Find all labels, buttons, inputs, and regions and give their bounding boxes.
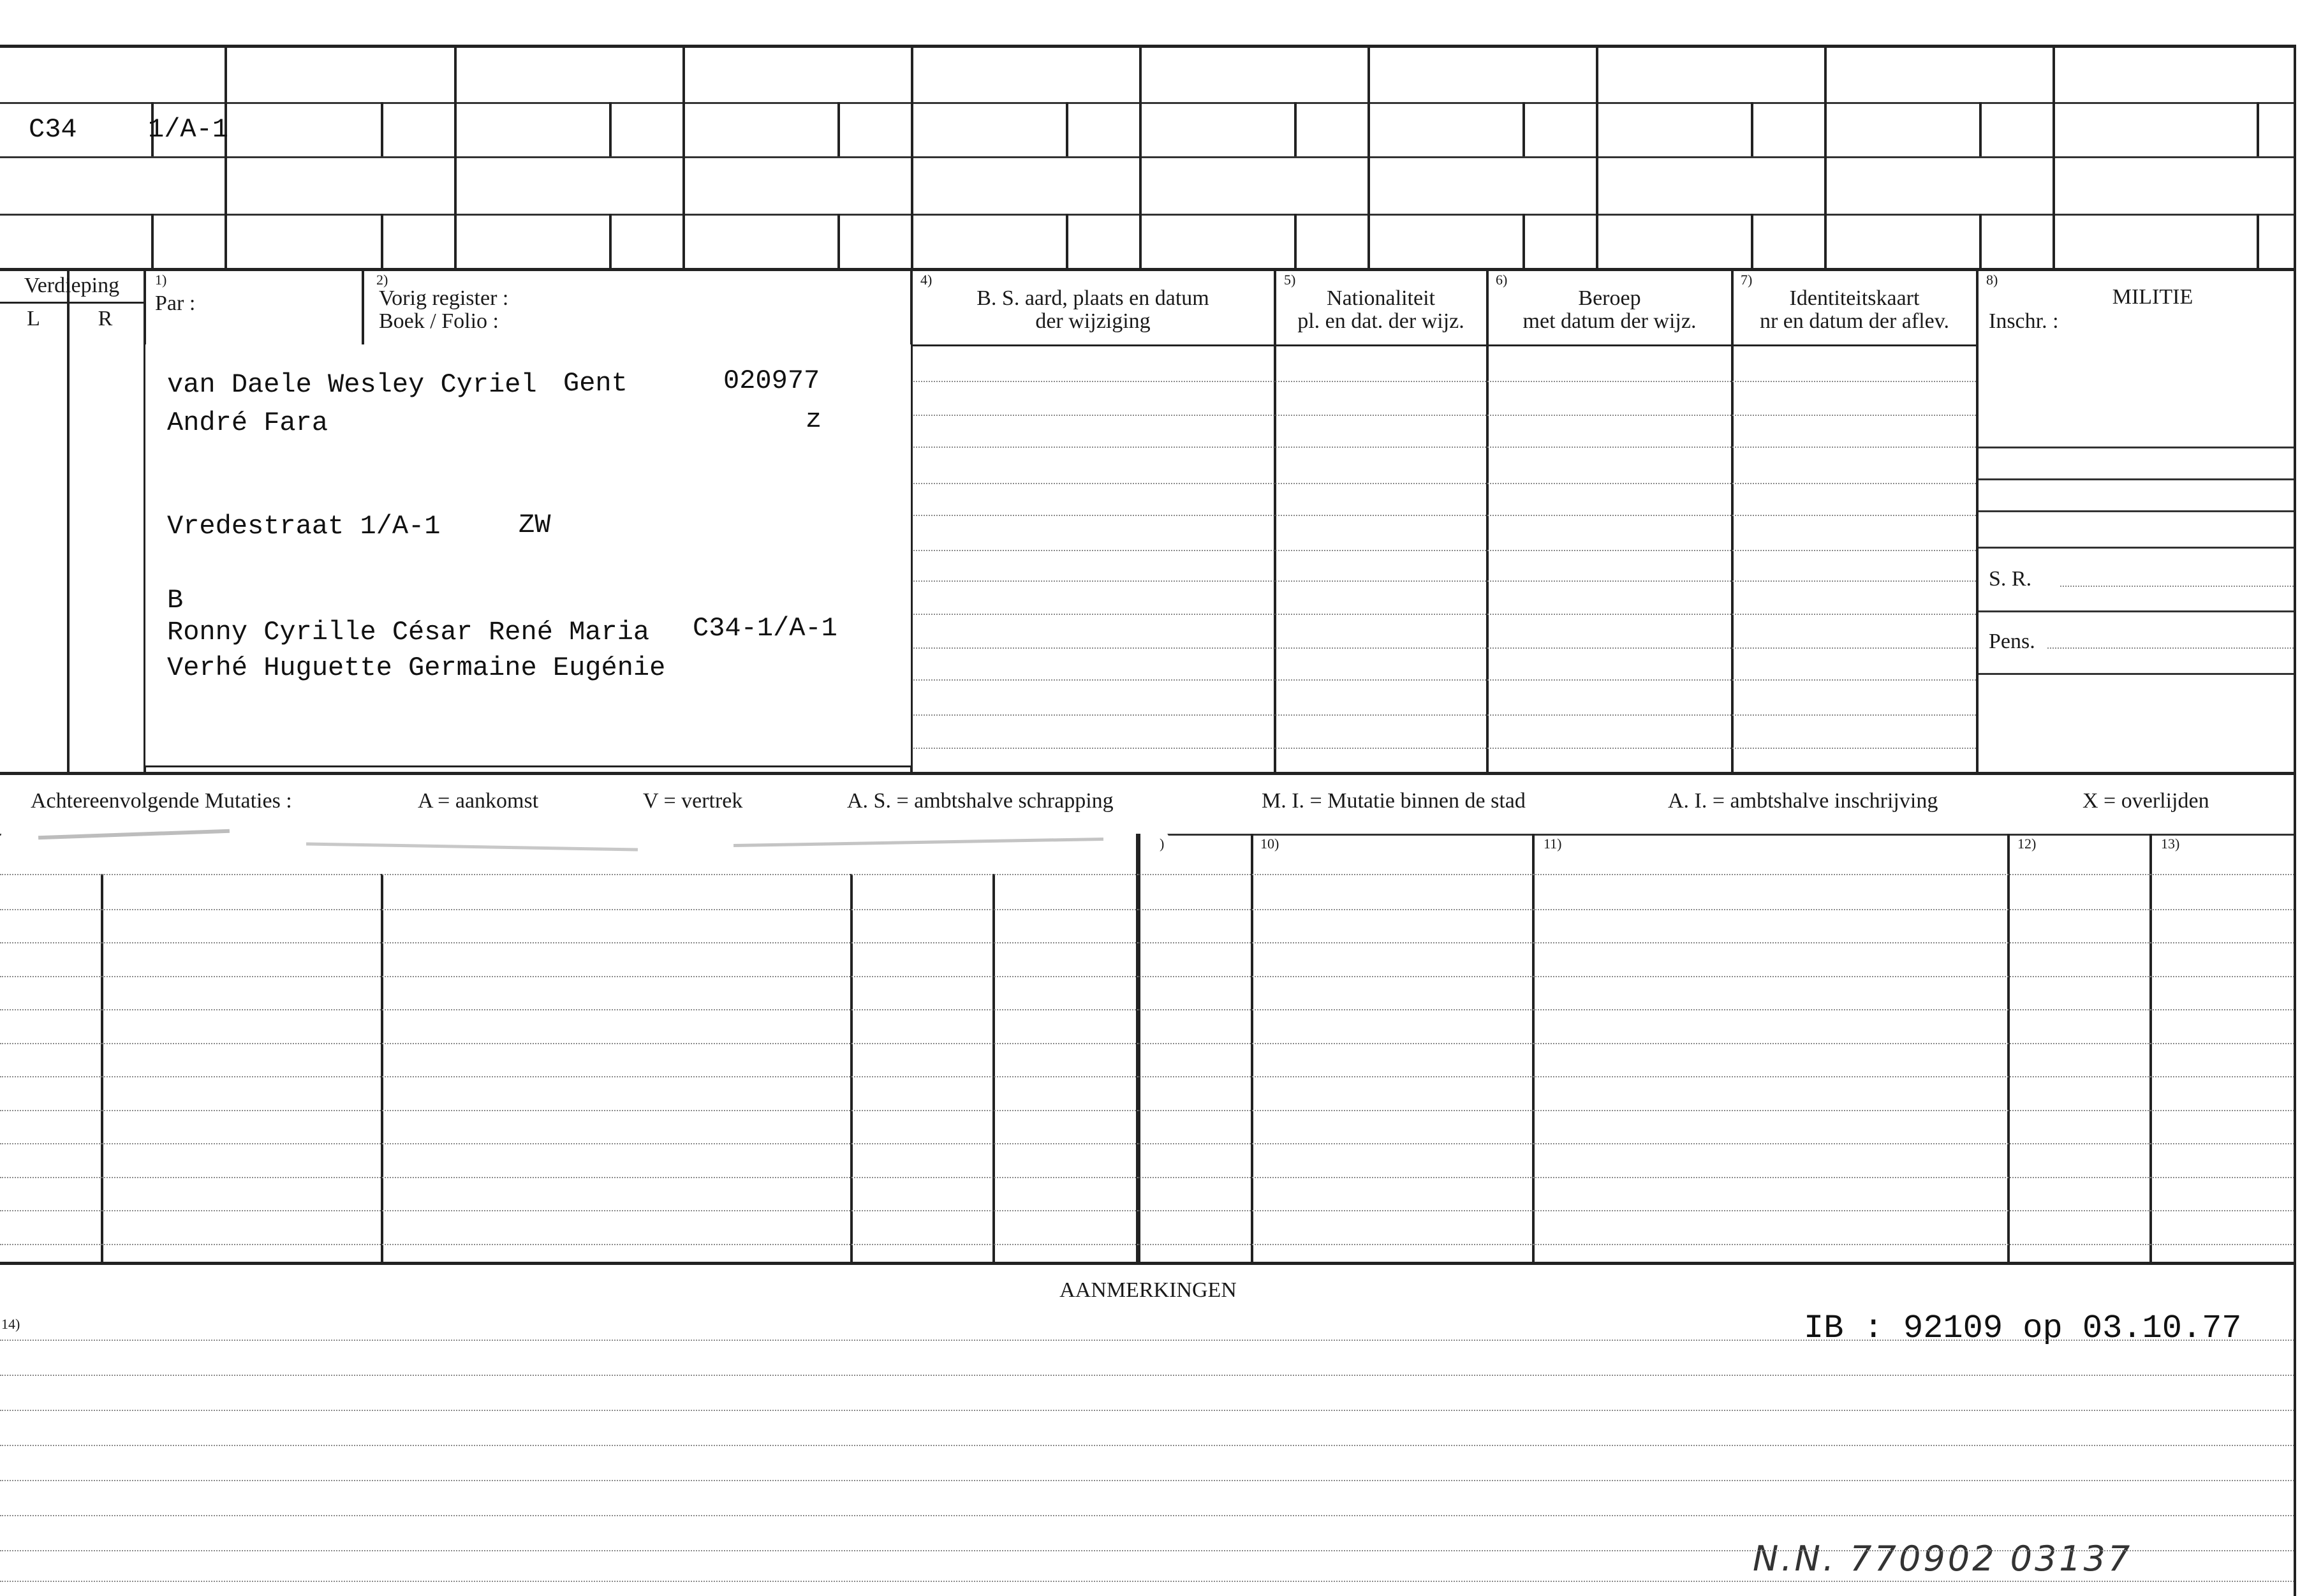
child-name: van Daele Wesley Cyriel: [167, 369, 537, 400]
grid-vline: [225, 45, 227, 268]
gender-mark: z: [806, 404, 822, 435]
boek-folio-label: Boek / Folio :: [379, 309, 499, 333]
grid-vline: [682, 45, 685, 268]
top-row-line: [0, 214, 2296, 216]
parent-reference: C34-1/A-1: [693, 613, 837, 644]
militie-row: [1979, 610, 2294, 612]
mutation-col-number: 11): [1544, 836, 1562, 852]
mutation-col-line: [850, 874, 853, 1262]
grid-subline: [1522, 102, 1525, 156]
verdieping-rule: [0, 302, 144, 304]
nationality-header-sub: pl. en dat. der wijz.: [1297, 309, 1464, 333]
register-subcode: 1/A-1: [148, 114, 229, 145]
grid-subline: [381, 214, 383, 268]
grid-subline: [1522, 214, 1525, 268]
mother-name: Verhé Huguette Germaine Eugénie: [167, 653, 666, 683]
grid-subline: [837, 214, 840, 268]
grid-subline: [1979, 102, 1982, 156]
grid-subline: [2257, 102, 2259, 156]
mutations-bottom-rule: [0, 1262, 2296, 1265]
legend-death: X = overlijden: [2082, 789, 2209, 813]
verdieping-label: Verdieping: [24, 274, 120, 297]
field-number: 1): [155, 272, 167, 288]
grid-subline: [1294, 102, 1297, 156]
ib-note: IB : 92109 op 03.10.77: [1804, 1310, 2242, 1347]
mutation-col-line: [1136, 834, 1140, 1262]
nationality-header: Nationaliteit: [1327, 286, 1435, 310]
mutation-col-number: ): [1160, 836, 1165, 852]
par-label: Par :: [155, 292, 196, 315]
bs-header: B. S. aard, plaats en datum: [977, 286, 1209, 310]
remarks-number: 14): [1, 1316, 20, 1332]
grid-vline: [2294, 45, 2296, 268]
col-divider: [1274, 268, 1276, 772]
grid-subline: [1751, 102, 1753, 156]
mutation-col-number: 10): [1260, 836, 1279, 852]
occupation-header: Beroep: [1578, 286, 1641, 310]
grid-subline: [609, 102, 612, 156]
col-divider: [1486, 268, 1489, 772]
sr-line: [2060, 586, 2294, 587]
mutation-col-line: [2007, 834, 2010, 1262]
mutation-col-line: [1532, 834, 1535, 1262]
pens-line: [2047, 647, 2294, 649]
field-number: 8): [1986, 272, 1998, 288]
legend-internal-move: M. I. = Mutatie binnen de stad: [1262, 789, 1526, 813]
child-name-cont: André Fara: [167, 408, 328, 438]
mutation-col-line: [992, 874, 995, 1262]
header-rule: [910, 344, 1976, 346]
col-divider: [67, 268, 70, 772]
grid-subline: [1751, 214, 1753, 268]
section-divider: [0, 772, 2296, 775]
verdieping-right-label: R: [98, 307, 113, 330]
grid-vline: [1139, 45, 1142, 268]
nn-note: N.N. 770902 03137: [1753, 1539, 2133, 1579]
militie-row: [1979, 510, 2294, 512]
birth-place: Gent: [563, 368, 628, 399]
register-code: C34: [29, 114, 77, 145]
militie-header: MILITIE: [2112, 285, 2193, 309]
top-row-line: [0, 102, 2296, 104]
grid-subline: [1066, 102, 1068, 156]
father-name: Ronny Cyrille César René Maria: [167, 617, 650, 647]
sr-label: S. R.: [1989, 567, 2032, 591]
grid-subline: [1066, 214, 1068, 268]
grid-subline: [1294, 214, 1297, 268]
mutation-col-line: [101, 874, 103, 1262]
militie-row: [1979, 478, 2294, 480]
top-rule: [0, 45, 2296, 48]
mutation-col-line: [381, 874, 383, 1262]
legend-departure: V = vertrek: [643, 789, 743, 813]
mutations-title: Achtereenvolgende Mutaties :: [31, 789, 292, 813]
militie-row: [1979, 547, 2294, 549]
legend-arrival: A = aankomst: [418, 789, 539, 813]
col-divider: [1731, 268, 1734, 772]
erased-area: [0, 816, 1174, 893]
mutation-col-line: [2149, 834, 2152, 1262]
grid-subline: [151, 214, 154, 268]
legend-struck-off: A. S. = ambtshalve schrapping: [847, 789, 1114, 813]
block-divider: [0, 268, 2296, 271]
militie-row: [1979, 673, 2294, 675]
id-card-header-sub: nr en datum der aflev.: [1759, 309, 1950, 333]
grid-vline: [1824, 45, 1827, 268]
vorig-register-label: Vorig register :: [379, 286, 509, 310]
remarks-title: AANMERKINGEN: [1059, 1278, 1237, 1302]
address: Vredestraat 1/A-1: [167, 511, 441, 542]
militie-row: [1979, 447, 2294, 448]
field-number: 7): [1741, 272, 1753, 288]
letter-b: B: [167, 585, 184, 616]
page-edge: [2294, 268, 2296, 1596]
id-card-header: Identiteitskaart: [1789, 286, 1920, 310]
grid-subline: [609, 214, 612, 268]
mutation-col-line: [1251, 834, 1253, 1262]
grid-subline: [837, 102, 840, 156]
person-card: [144, 344, 913, 767]
mutation-col-number: 13): [2161, 836, 2180, 852]
field-number: 2): [376, 272, 388, 288]
field-number: 5): [1284, 272, 1296, 288]
address-code: ZW: [519, 510, 551, 540]
grid-subline: [1979, 214, 1982, 268]
mutation-col-number: 12): [2017, 836, 2037, 852]
legend-official-registration: A. I. = ambtshalve inschrijving: [1668, 789, 1938, 813]
birth-date-code: 020977: [723, 366, 820, 396]
grid-vline: [911, 45, 913, 268]
grid-subline: [381, 102, 383, 156]
col-divider: [362, 268, 364, 344]
inschr-label: Inschr. :: [1989, 309, 2059, 333]
grid-subline: [2257, 214, 2259, 268]
grid-vline: [454, 45, 457, 268]
bs-header-sub: der wijziging: [1035, 309, 1151, 333]
verdieping-left-label: L: [27, 307, 40, 330]
occupation-header-sub: met datum der wijz.: [1522, 309, 1697, 333]
pens-label: Pens.: [1989, 630, 2035, 653]
field-number: 4): [920, 272, 932, 288]
top-row-line: [0, 156, 2296, 158]
grid-vline: [1596, 45, 1598, 268]
grid-vline: [1367, 45, 1370, 268]
grid-vline: [2053, 45, 2055, 268]
col-divider: [1976, 268, 1979, 772]
field-number: 6): [1496, 272, 1508, 288]
